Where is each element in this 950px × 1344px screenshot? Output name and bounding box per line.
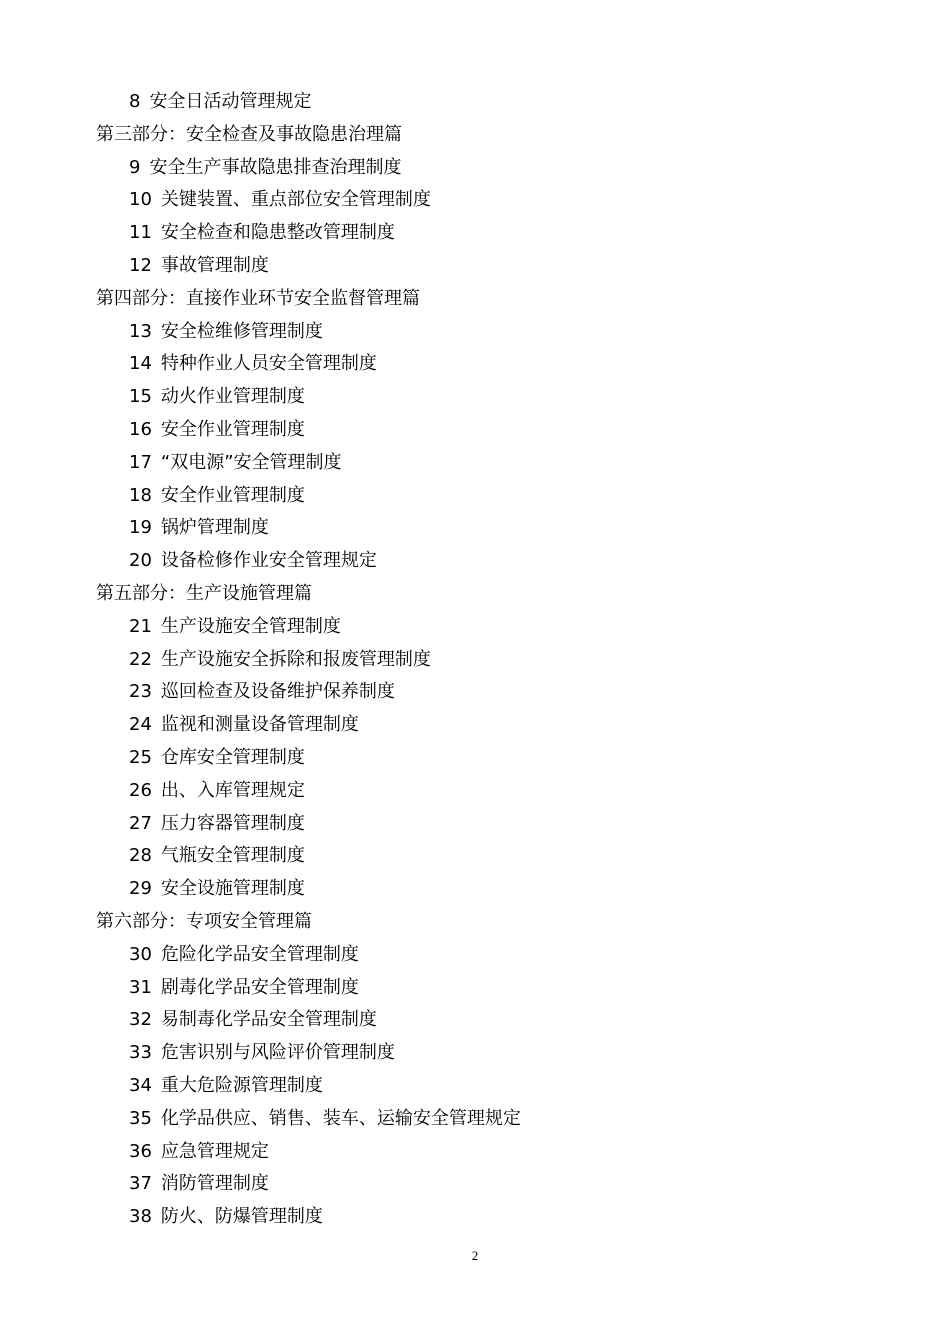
toc-item-title: 易制毒化学品安全管理制度 xyxy=(160,1009,377,1031)
toc-item xyxy=(96,676,856,709)
toc-item-number: 19 xyxy=(129,517,152,539)
toc-item-number: 21 xyxy=(129,615,152,637)
toc-item xyxy=(96,611,856,644)
toc-item-title: 锅炉管理制度 xyxy=(160,517,269,539)
toc-item-title: “双电源”安全管理制度 xyxy=(160,451,342,473)
toc-item xyxy=(96,217,856,250)
toc-item xyxy=(96,316,856,349)
toc-item-number: 22 xyxy=(129,648,152,670)
toc-item xyxy=(96,152,856,185)
toc-item xyxy=(96,86,856,119)
toc-item-number: 38 xyxy=(129,1206,152,1228)
toc-item-number: 33 xyxy=(129,1042,152,1064)
toc-item-number: 16 xyxy=(129,418,152,440)
toc-item-title: 仓库安全管理制度 xyxy=(160,746,305,768)
toc-item-number: 27 xyxy=(129,812,152,834)
toc-item-number: 15 xyxy=(129,386,152,408)
toc-item-number: 18 xyxy=(129,484,152,506)
toc-item xyxy=(96,644,856,677)
toc-item xyxy=(96,1004,856,1037)
toc-item xyxy=(96,840,856,873)
toc-item-number: 12 xyxy=(129,254,152,276)
toc-item-title: 关键装置、重点部位安全管理制度 xyxy=(160,189,431,211)
toc-item xyxy=(96,381,856,414)
toc-item-title: 安全检维修管理制度 xyxy=(160,320,323,342)
toc-item xyxy=(96,775,856,808)
table-of-contents xyxy=(96,86,856,1234)
toc-item-number: 30 xyxy=(129,943,152,965)
toc-item-number: 24 xyxy=(129,714,152,736)
toc-item-title: 特种作业人员安全管理制度 xyxy=(160,353,377,375)
toc-section-heading: 第三部分：安全检查及事故隐患治理篇 xyxy=(96,123,402,145)
toc-item-number: 37 xyxy=(129,1173,152,1195)
toc-item xyxy=(96,414,856,447)
toc-item-title: 防火、防爆管理制度 xyxy=(160,1206,323,1228)
toc-item-title: 化学品供应、销售、装车、运输安全管理规定 xyxy=(160,1107,521,1129)
toc-item-number: 13 xyxy=(129,320,152,342)
toc-item-number: 23 xyxy=(129,681,152,703)
toc-item-number: 36 xyxy=(129,1140,152,1162)
toc-item-number: 11 xyxy=(129,222,152,244)
toc-item-title: 生产设施安全拆除和报废管理制度 xyxy=(160,648,431,670)
toc-item-number: 25 xyxy=(129,746,152,768)
toc-item-title: 巡回检查及设备维护保养制度 xyxy=(160,681,395,703)
toc-item-title: 监视和测量设备管理制度 xyxy=(160,714,359,736)
toc-item xyxy=(96,1136,856,1169)
toc-item-number: 26 xyxy=(129,779,152,801)
toc-item-number: 29 xyxy=(129,878,152,900)
toc-item xyxy=(96,873,856,906)
toc-section-heading: 第六部分：专项安全管理篇 xyxy=(96,910,312,932)
toc-item-number: 34 xyxy=(129,1074,152,1096)
toc-item xyxy=(96,709,856,742)
toc-item xyxy=(96,972,856,1005)
toc-item-title: 安全检查和隐患整改管理制度 xyxy=(160,222,395,244)
toc-item-number: 10 xyxy=(129,189,152,211)
toc-item-number: 31 xyxy=(129,976,152,998)
toc-item xyxy=(96,808,856,841)
toc-item-number: 14 xyxy=(129,353,152,375)
toc-item-number: 17 xyxy=(129,451,152,473)
toc-item-title: 安全日活动管理规定 xyxy=(149,91,312,112)
toc-item xyxy=(96,250,856,283)
toc-section-heading: 第五部分：生产设施管理篇 xyxy=(96,582,312,604)
toc-item-number: 8 xyxy=(129,91,141,112)
toc-item-title: 气瓶安全管理制度 xyxy=(160,845,305,867)
toc-item-title: 应急管理规定 xyxy=(160,1140,269,1162)
toc-item-number: 20 xyxy=(129,550,152,572)
toc-item-title: 安全生产事故隐患排查治理制度 xyxy=(149,156,402,178)
toc-item-title: 事故管理制度 xyxy=(160,254,269,276)
toc-item-title: 安全设施管理制度 xyxy=(160,878,305,900)
toc-item-number: 9 xyxy=(129,156,141,178)
toc-item xyxy=(96,447,856,480)
toc-item xyxy=(96,512,856,545)
toc-section-heading: 第四部分：直接作业环节安全监督管理篇 xyxy=(96,287,420,309)
toc-item xyxy=(96,1168,856,1201)
toc-item xyxy=(96,939,856,972)
toc-item xyxy=(96,1103,856,1136)
toc-item xyxy=(96,1070,856,1103)
toc-item-title: 消防管理制度 xyxy=(160,1173,269,1195)
toc-item xyxy=(96,545,856,578)
toc-item-title: 出、入库管理规定 xyxy=(160,779,305,801)
toc-item-number: 32 xyxy=(129,1009,152,1031)
toc-item xyxy=(96,480,856,513)
toc-item-title: 危险化学品安全管理制度 xyxy=(160,943,359,965)
toc-item-title: 安全作业管理制度 xyxy=(160,484,305,506)
toc-item xyxy=(96,348,856,381)
toc-item-title: 压力容器管理制度 xyxy=(160,812,305,834)
toc-item xyxy=(96,184,856,217)
toc-item-title: 设备检修作业安全管理规定 xyxy=(160,550,377,572)
toc-item-number: 28 xyxy=(129,845,152,867)
toc-item-title: 危害识别与风险评价管理制度 xyxy=(160,1042,395,1064)
toc-item-number: 35 xyxy=(129,1107,152,1129)
toc-item xyxy=(96,1201,856,1234)
toc-item-title: 安全作业管理制度 xyxy=(160,418,305,440)
toc-item-title: 重大危险源管理制度 xyxy=(160,1074,323,1096)
toc-item xyxy=(96,1037,856,1070)
toc-item-title: 生产设施安全管理制度 xyxy=(160,615,341,637)
toc-item-title: 剧毒化学品安全管理制度 xyxy=(160,976,359,998)
toc-item-title: 动火作业管理制度 xyxy=(160,386,305,408)
page-number: 2 xyxy=(471,1248,479,1263)
toc-item xyxy=(96,742,856,775)
